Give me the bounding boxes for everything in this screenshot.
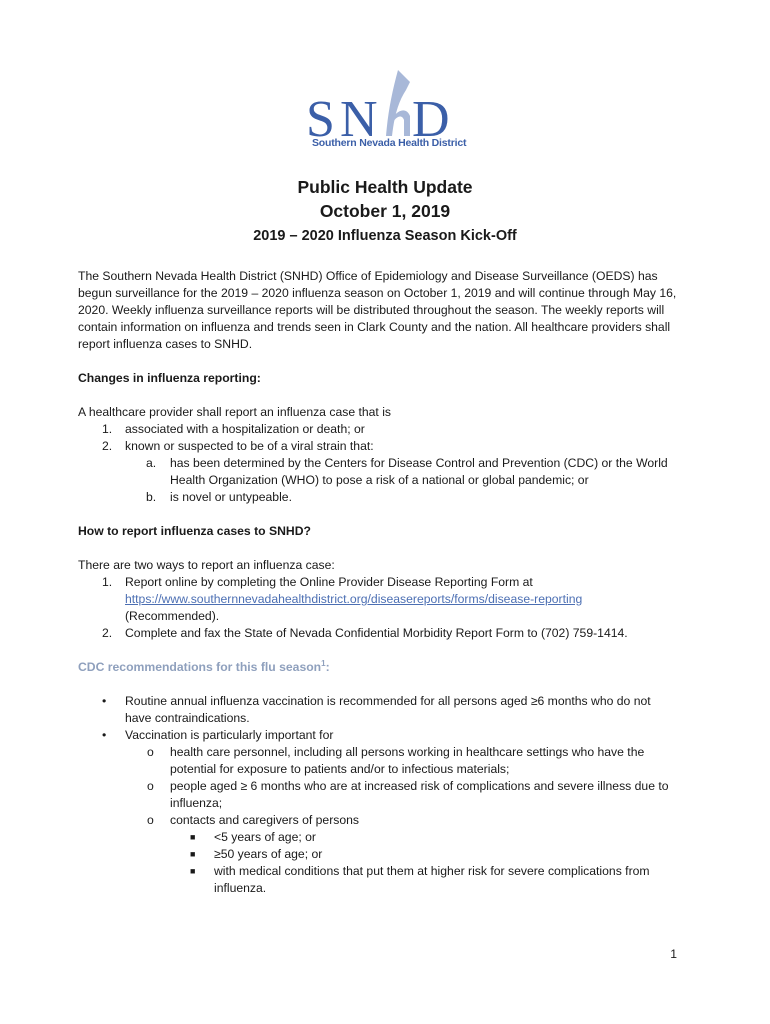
circle-bullet-icon: o [147,779,154,793]
list-item [78,574,678,625]
bullet-text: Routine annual influenza vaccination is recommended for all persons aged ≥6 months who do not have contraindications. [125,694,651,725]
bullet-text: with medical conditions that put them at higher risk for severe complications from influenza. [214,864,650,895]
bullet-text: Vaccination is particularly important for [125,728,334,742]
list-marker: a. [146,456,157,470]
bullet-text: health care personnel, including all persons working in healthcare settings who have the potential for exposure to patients and/or to infectious materials; [170,745,645,776]
list-marker: 2. [102,626,113,640]
bullet-text: contacts and caregivers of persons [170,813,360,827]
sub-list-item [78,455,678,489]
bullet-item [78,727,678,744]
sub-bullet-item [78,812,678,829]
bullet-icon: • [102,728,107,742]
list-item-text: known or suspected to be of a viral strain that: [125,439,374,453]
snhd-logo [306,62,466,162]
document-body [78,268,678,897]
list-item-text: has been determined by the Centers for Disease Control and Prevention (CDC) or the World Health Organization (WHO) to pose a risk of a national or global pandemic; or [170,456,668,487]
page-title: Public Health Update [297,177,473,197]
list-item-text: is novel or untypeable. [170,490,292,504]
list-item [78,438,678,455]
how-heading: How to report influenza cases to SNHD? [78,524,311,538]
logo-org-name: Southern Nevada Health District [312,137,467,149]
changes-heading: Changes in influenza reporting: [78,371,261,385]
circle-bullet-icon: o [147,813,154,827]
list-marker: 2. [102,439,113,453]
square-bullet-icon: ■ [190,849,196,859]
svg-text:N: N [340,91,378,148]
list-marker: b. [146,490,157,504]
square-bullet-icon: ■ [190,832,196,842]
how-lead: There are two ways to report an influenza case: [78,558,335,572]
bullet-text: people aged ≥ 6 months who are at increased risk of complications and severe illness due to influenza; [170,779,669,810]
title-block [0,175,770,247]
svg-text:D: D [412,91,450,148]
title-date: October 1, 2019 [319,201,451,221]
list-item-text: associated with a hospitalization or death; or [125,422,365,436]
square-bullet-icon: ■ [190,866,196,876]
list-item [78,421,678,438]
bullet-item [78,693,678,727]
changes-lead: A healthcare provider shall report an influenza case that is [78,405,391,419]
svg-text:S: S [306,91,335,148]
bullet-text: <5 years of age; or [214,830,316,844]
cdc-heading-colon: : [325,660,330,674]
list-item-text: Complete and fax the State of Nevada Confidential Morbidity Report Form to (702) 759-1414. [125,626,628,640]
bullet-icon: • [102,694,107,708]
list-item-text: Report online by completing the Online Provider Disease Reporting Form at [125,575,533,589]
page-number: 1 [670,947,677,961]
cdc-heading-text: CDC recommendations for this flu season [78,660,322,674]
list-item [78,625,678,642]
list-marker: 1. [102,422,113,436]
sub-bullet-item [78,778,678,812]
disease-reporting-link[interactable]: https://www.southernnevadahealthdistrict.org/diseasereports/forms/disease-reporting [125,592,583,606]
footnote-ref[interactable]: 1 [321,658,326,668]
sub-bullet-item [78,744,678,778]
sub-sub-bullet-item [78,863,678,897]
list-item-suffix: (Recommended). [125,609,220,623]
circle-bullet-icon: o [147,745,154,759]
sub-sub-bullet-item [78,846,678,863]
sub-sub-bullet-item [78,829,678,846]
page-subtitle: 2019 – 2020 Influenza Season Kick-Off [253,228,517,244]
intro-paragraph: The Southern Nevada Health District (SNHD) Office of Epidemiology and Disease Surveillance (OEDS) has begun surveillance for the 2019 – 2020 influenza season on October 1, 2019 and will continue through May 16, 2020. Weekly influenza surveillance reports will be distributed throughout the season. The weekly reports will contain information on influenza and trends seen in Clark County and the nation. All healthcare providers shall report influenza cases to SNHD. [78,269,677,351]
sub-list-item [78,489,678,506]
cdc-heading [78,659,678,676]
bullet-text: ≥50 years of age; or [214,847,323,861]
list-marker: 1. [102,575,113,589]
